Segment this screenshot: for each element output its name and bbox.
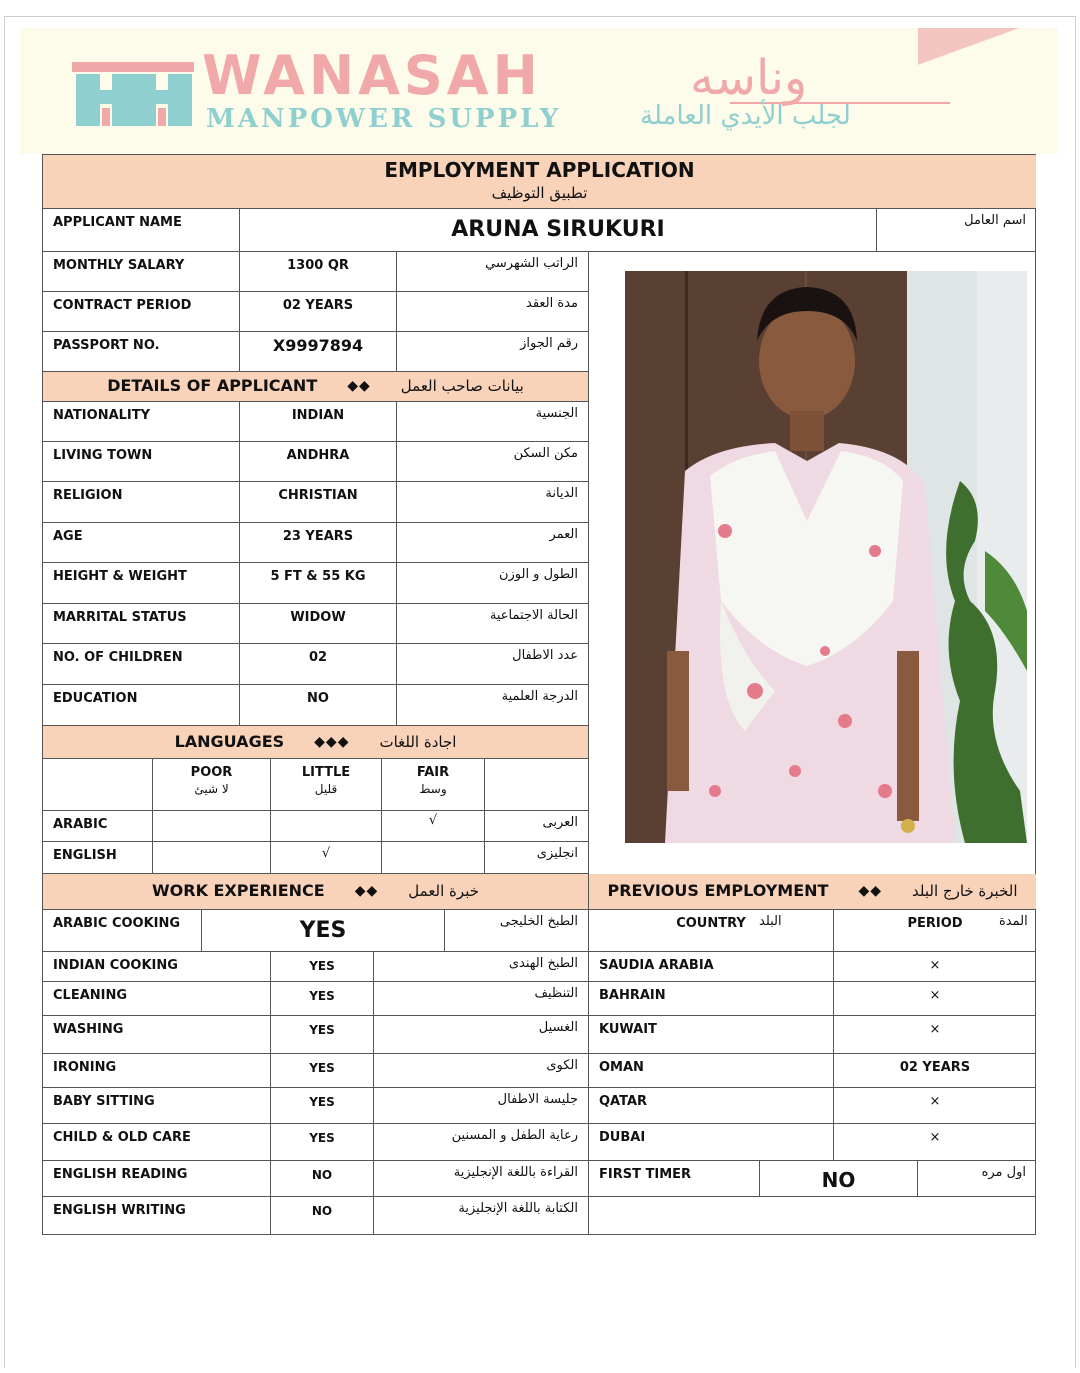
marital-status-label: MARRITAL STATUS	[43, 604, 240, 644]
previous-section-heading	[589, 874, 1036, 910]
lang-english-fair	[382, 842, 485, 874]
photo-column-filler	[589, 842, 1036, 874]
lang-arabic-label-arabic: العربى	[485, 811, 589, 842]
prev-country-qatar: QATAR	[589, 1088, 834, 1124]
applicant-name-value: ARUNA SIRUKURI	[240, 209, 877, 252]
previous-heading-text: PREVIOUS EMPLOYMENT	[607, 881, 829, 900]
lang-english-label: ENGLISH	[43, 842, 153, 874]
prev-period-bahrain: ×	[834, 982, 1036, 1016]
living-town-label: LIVING TOWN	[43, 442, 240, 482]
english-writing-label: ENGLISH WRITING	[43, 1197, 271, 1235]
height-weight-label: HEIGHT & WEIGHT	[43, 563, 240, 604]
form-title: EMPLOYMENT APPLICATION	[384, 158, 695, 182]
arabic-cooking-label: ARABIC COOKING	[43, 910, 202, 952]
company-logo-icon	[72, 62, 194, 126]
lang-arabic-little	[271, 811, 382, 842]
child-old-care-value: YES	[271, 1124, 374, 1161]
lang-arabic-poor	[153, 811, 271, 842]
previous-employment-blank-row	[589, 1197, 1036, 1235]
living-town-label-arabic: مكن السكن	[397, 442, 589, 482]
child-old-care-label-arabic: رعاية الطفل و المسنين	[374, 1124, 589, 1161]
passport-no-label: PASSPORT NO.	[43, 332, 240, 372]
cleaning-value: YES	[271, 982, 374, 1016]
height-weight-value: 5 FT & 55 KG	[240, 563, 397, 604]
details-section-heading	[43, 372, 589, 402]
period-header-en: PERIOD	[907, 916, 963, 931]
details-heading-arabic: بيانات صاحب العمل	[400, 377, 524, 395]
applicant-name-label: APPLICANT NAME	[43, 209, 240, 252]
nationality-label-arabic: الجنسية	[397, 402, 589, 442]
prev-period-dubai: ×	[834, 1124, 1036, 1161]
age-value: 23 YEARS	[240, 523, 397, 563]
lang-arabic-fair-checkmark: √	[382, 811, 485, 842]
form-title-bar	[43, 155, 1036, 209]
education-label-arabic: الدرجة العلمية	[397, 685, 589, 726]
languages-corner-cell	[43, 759, 153, 811]
lang-col-poor-en: POOR	[190, 765, 233, 780]
children-label-arabic: عدد الاطفال	[397, 644, 589, 685]
prev-period-saudia-arabia: ×	[834, 952, 1036, 982]
indian-cooking-value: YES	[271, 952, 374, 982]
lang-col-poor-ar: لا شيئ	[194, 782, 229, 796]
lang-col-little	[271, 759, 382, 811]
first-timer-label-arabic: اول مره	[918, 1161, 1036, 1197]
languages-section-heading	[43, 726, 589, 759]
country-header-ar: البلد	[759, 914, 782, 929]
header-swoosh	[918, 28, 1058, 68]
ironing-value: YES	[271, 1054, 374, 1088]
work-diamond-icon: ◆◆	[354, 883, 379, 899]
cleaning-label-arabic: التنظيف	[374, 982, 589, 1016]
first-timer-value: NO	[760, 1161, 918, 1197]
brand-name-arabic: وناسه	[690, 50, 808, 106]
prev-country-oman: OMAN	[589, 1054, 834, 1088]
religion-label: RELIGION	[43, 482, 240, 523]
washing-label-arabic: الغسيل	[374, 1016, 589, 1054]
religion-value: CHRISTIAN	[240, 482, 397, 523]
period-column-header	[834, 910, 1036, 952]
english-reading-label: ENGLISH READING	[43, 1161, 271, 1197]
prev-period-qatar: ×	[834, 1088, 1036, 1124]
languages-blank-cell	[485, 759, 589, 811]
washing-value: YES	[271, 1016, 374, 1054]
lang-col-little-ar: قليل	[314, 782, 338, 796]
english-reading-value: NO	[271, 1161, 374, 1197]
ironing-label-arabic: الكوى	[374, 1054, 589, 1088]
washing-label: WASHING	[43, 1016, 271, 1054]
children-label: NO. OF CHILDREN	[43, 644, 240, 685]
english-writing-label-arabic: الكتابة باللغة الإنجليزية	[374, 1197, 589, 1235]
languages-diamond-icon: ◆◆◆	[314, 733, 350, 750]
child-old-care-label: CHILD & OLD CARE	[43, 1124, 271, 1161]
monthly-salary-value: 1300 QR	[240, 252, 397, 292]
nationality-value: INDIAN	[240, 402, 397, 442]
country-header-en: COUNTRY	[676, 916, 746, 931]
lang-col-little-en: LITTLE	[301, 765, 351, 780]
monthly-salary-label: MONTHLY SALARY	[43, 252, 240, 292]
applicant-name-label-arabic: اسم العامل	[877, 209, 1036, 252]
passport-no-value: X9997894	[240, 332, 397, 372]
details-heading-text: DETAILS OF APPLICANT	[107, 376, 318, 395]
prev-country-saudia-arabia: SAUDIA ARABIA	[589, 952, 834, 982]
contract-period-value: 02 YEARS	[240, 292, 397, 332]
lang-col-fair-ar: وسط	[419, 782, 447, 796]
baby-sitting-label: BABY SITTING	[43, 1088, 271, 1124]
age-label-arabic: العمر	[397, 523, 589, 563]
brand-name-english: WANASAH	[202, 44, 542, 107]
first-timer-label: FIRST TIMER	[589, 1161, 760, 1197]
form-title-arabic: تطبيق التوظيف	[491, 184, 588, 202]
tagline-english: MANPOWER SUPPLY	[206, 104, 562, 134]
tagline-arabic: لجلب الأيدي العاملة	[640, 101, 851, 131]
period-header-ar: المدة	[999, 914, 1028, 929]
prev-country-kuwait: KUWAIT	[589, 1016, 834, 1054]
lang-english-label-arabic: انجليزى	[485, 842, 589, 874]
work-section-heading	[43, 874, 589, 910]
education-label: EDUCATION	[43, 685, 240, 726]
lang-col-fair	[382, 759, 485, 811]
work-heading-arabic: خبرة العمل	[408, 882, 479, 900]
lang-col-fair-en: FAIR	[416, 765, 450, 780]
prev-period-kuwait: ×	[834, 1016, 1036, 1054]
details-diamond-icon: ◆◆	[347, 378, 371, 394]
prev-country-bahrain: BAHRAIN	[589, 982, 834, 1016]
languages-heading-text: LANGUAGES	[174, 731, 285, 751]
contract-period-label: CONTRACT PERIOD	[43, 292, 240, 332]
company-header	[20, 28, 1058, 154]
previous-heading-arabic: الخبرة خارج البلد	[912, 882, 1018, 900]
arabic-cooking-label-arabic: الطبخ الخليجى	[445, 910, 589, 952]
ironing-label: IRONING	[43, 1054, 271, 1088]
marital-status-label-arabic: الحالة الاجتماعية	[397, 604, 589, 644]
applicant-photo-image	[625, 271, 1027, 843]
monthly-salary-label-arabic: الراتب الشهرسي	[397, 252, 589, 292]
baby-sitting-label-arabic: جليسة الاطفال	[374, 1088, 589, 1124]
living-town-value: ANDHRA	[240, 442, 397, 482]
english-writing-value: NO	[271, 1197, 374, 1235]
work-heading-text: WORK EXPERIENCE	[152, 881, 325, 900]
age-label: AGE	[43, 523, 240, 563]
languages-heading-arabic: اجادة اللغات	[379, 732, 457, 751]
prev-period-oman: 02 YEARS	[834, 1054, 1036, 1088]
lang-col-poor	[153, 759, 271, 811]
lang-english-poor	[153, 842, 271, 874]
marital-status-value: WIDOW	[240, 604, 397, 644]
nationality-label: NATIONALITY	[43, 402, 240, 442]
country-column-header	[589, 910, 834, 952]
contract-period-label-arabic: مدة العقد	[397, 292, 589, 332]
employment-application-form	[42, 154, 1036, 1235]
religion-label-arabic: الديانة	[397, 482, 589, 523]
education-value: NO	[240, 685, 397, 726]
height-weight-label-arabic: الطول و الوزن	[397, 563, 589, 604]
previous-diamond-icon: ◆◆	[858, 883, 883, 899]
indian-cooking-label: INDIAN COOKING	[43, 952, 271, 982]
cleaning-label: CLEANING	[43, 982, 271, 1016]
lang-english-little-checkmark: √	[271, 842, 382, 874]
arabic-cooking-value: YES	[202, 910, 445, 952]
english-reading-label-arabic: القراءة باللغة الإنجليزية	[374, 1161, 589, 1197]
prev-country-dubai: DUBAI	[589, 1124, 834, 1161]
children-value: 02	[240, 644, 397, 685]
baby-sitting-value: YES	[271, 1088, 374, 1124]
applicant-photo	[625, 271, 1027, 843]
indian-cooking-label-arabic: الطبخ الهندى	[374, 952, 589, 982]
passport-no-label-arabic: رقم الجواز	[397, 332, 589, 372]
lang-arabic-label: ARABIC	[43, 811, 153, 842]
